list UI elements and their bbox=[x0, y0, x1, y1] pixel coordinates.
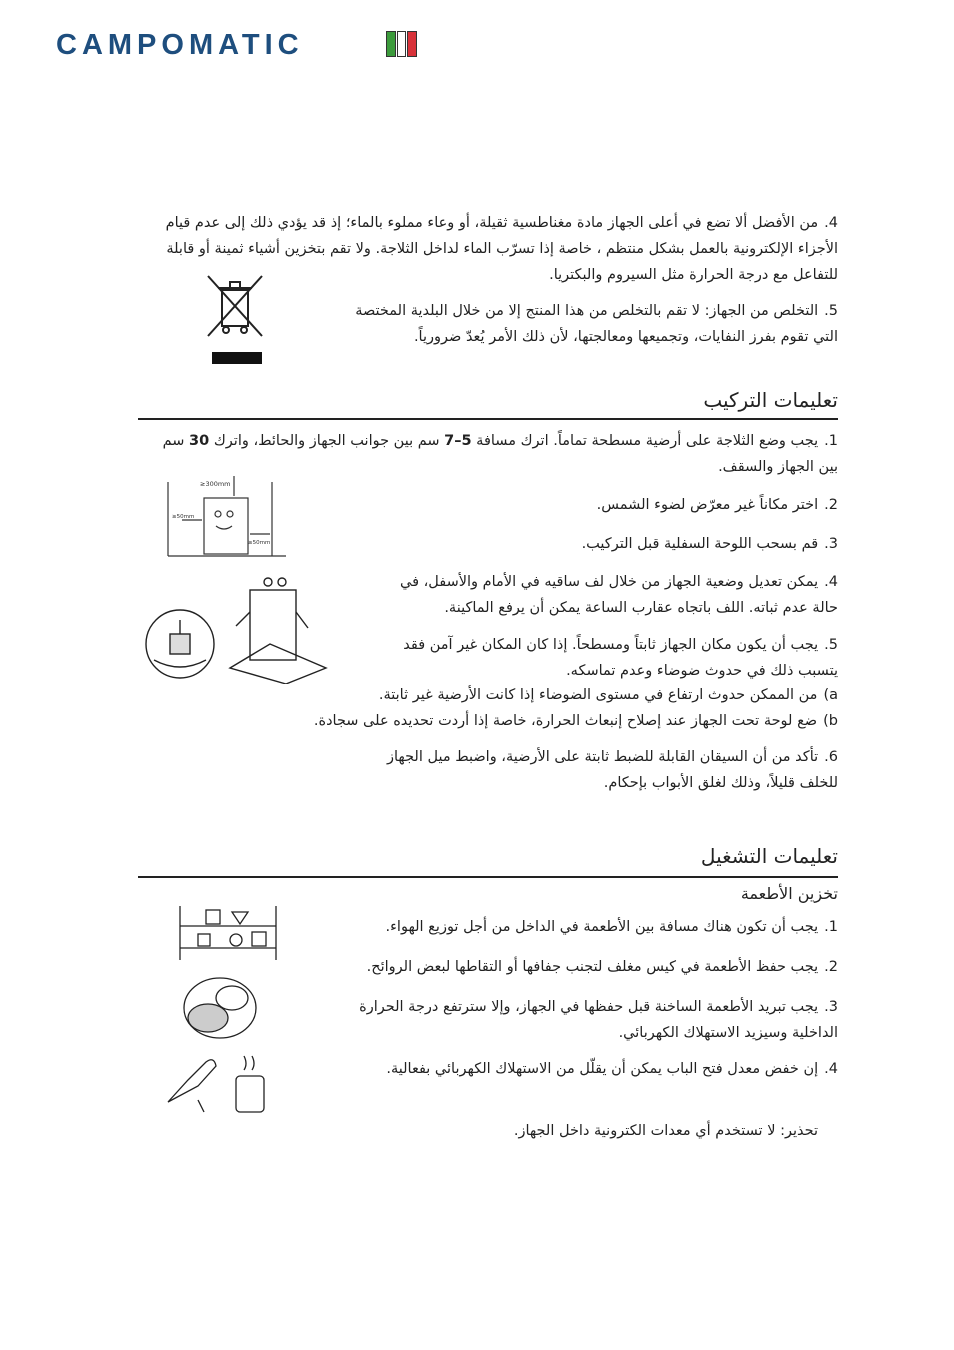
clearance-back-label: ≥50mm bbox=[248, 540, 271, 546]
italian-flag-icon bbox=[386, 31, 418, 57]
storage-item-3: 3.يجب تبريد الأطعمة الساخنة قبل حفظها في الجهاز، وإلا سترتفع درجة الحرارة الداخلية وسيزيد الاستهلاك الكهربائي. bbox=[359, 999, 838, 1041]
install-item-2: 2.اختر مكاناً غير معرّض لضوء الشمس. bbox=[596, 497, 838, 513]
hot-food-figure bbox=[162, 1052, 272, 1116]
wrapped-food-figure bbox=[180, 972, 260, 1044]
installation-heading: تعليمات التركيب bbox=[703, 388, 838, 412]
leveling-feet-figure bbox=[140, 572, 330, 684]
install-item-1: 1.يجب وضع الثلاجة على أرضية مسطحة تماماً. اترك مسافة 5–7 سم بين جوانب الجهاز والحائط، واترك 30 سم بين الجهاز والسقف. bbox=[162, 433, 838, 475]
install-item-6: 6.تأكد من أن السيقان القابلة للضبط ثابتة على الأرضية، واضبط ميل الجهاز للخلف قليلاً، وذلك لغلق الأبواب بإحكام. bbox=[386, 749, 838, 791]
warning-item-5: 5.التخلص من الجهاز: لا تقم بالتخلص من هذا المنتج إلا من خلال البلدية المختصة التي تقوم بفرز النفايات، وتجميعها ومعالجتها، لأن ذلك الأمر يُعدّ ضرورياً. bbox=[355, 303, 838, 345]
logo-text: CAMPOMATIC bbox=[56, 29, 304, 61]
install-item-4: 4.يمكن تعديل وضعية الجهاز من خلال لف ساقيه في الأمام والأسفل، في حالة عدم ثباته. اللف باتجاه عقارب الساعة يمكن أن يرفع الماكينة. bbox=[399, 574, 838, 616]
warning-item-4: 4.من الأفضل ألا تضع في أعلى الجهاز مادة مغناطسية ثقيلة، أو وعاء مملوء بالماء؛ إذ قد يؤدي ذلك إلى عدم قيام الأجزاء الإلكترونية بالعمل بشكل منتظم ، خاصة إذا تسرّب الماء لداخل الثلاجة. ولا تقم بتخزين أشياء ثمينة أو قابلة للتفاعل مع درجة الحرارة مثل السيروم والبكتريا. bbox=[165, 215, 838, 283]
warning-note: تحذير: لا تستخدم أي معدات الكترونية داخل الجهاز. bbox=[513, 1123, 818, 1139]
storage-item-2: 2.يجب حفظ الأطعمة في كيس مغلف لتجنب جفافها أو التقاطها لبعض الروائح. bbox=[366, 959, 838, 975]
clearance-diagram-figure bbox=[160, 474, 290, 564]
install-item-5b: b)ضع لوحة تحت الجهاز عند إصلاح إنبعاث الحرارة، خاصة إذا أردت تحديده على سجادة. bbox=[313, 713, 838, 729]
clearance-side-label: ≥50mm bbox=[172, 514, 195, 520]
install-item-5a: a)من الممكن حدوث ارتفاع في مستوى الضوضاء إذا كانت الأرضية غير ثابتة. bbox=[378, 687, 838, 703]
divider bbox=[138, 418, 838, 420]
install-item-3: 3.قم بسحب اللوحة السفلية قبل التركيب. bbox=[581, 536, 838, 552]
operation-heading: تعليمات التشغيل bbox=[700, 844, 838, 868]
clearance-top-label: ≥300mm bbox=[200, 480, 231, 488]
shelf-food-figure bbox=[176, 902, 280, 962]
weee-crossed-bin-icon bbox=[204, 272, 266, 368]
storage-item-4: 4.إن خفض معدل فتح الباب يمكن أن يقلّل من الاستهلاك الكهربائي بفعالية. bbox=[386, 1061, 838, 1077]
food-storage-subheading: تخزين الأطعمة bbox=[740, 884, 838, 903]
install-item-5: 5.يجب أن يكون مكان الجهاز ثابتاً ومسطحاً. إذا كان المكان غير آمن فقد يتسبب ذلك في حدوث ضوضاء وعدم تماسكه. bbox=[403, 637, 838, 679]
brand-logo bbox=[56, 30, 418, 60]
divider bbox=[138, 876, 838, 878]
storage-item-1: 1.يجب أن تكون هناك مسافة بين الأطعمة في الداخل من أجل توزيع الهواء. bbox=[385, 919, 838, 935]
